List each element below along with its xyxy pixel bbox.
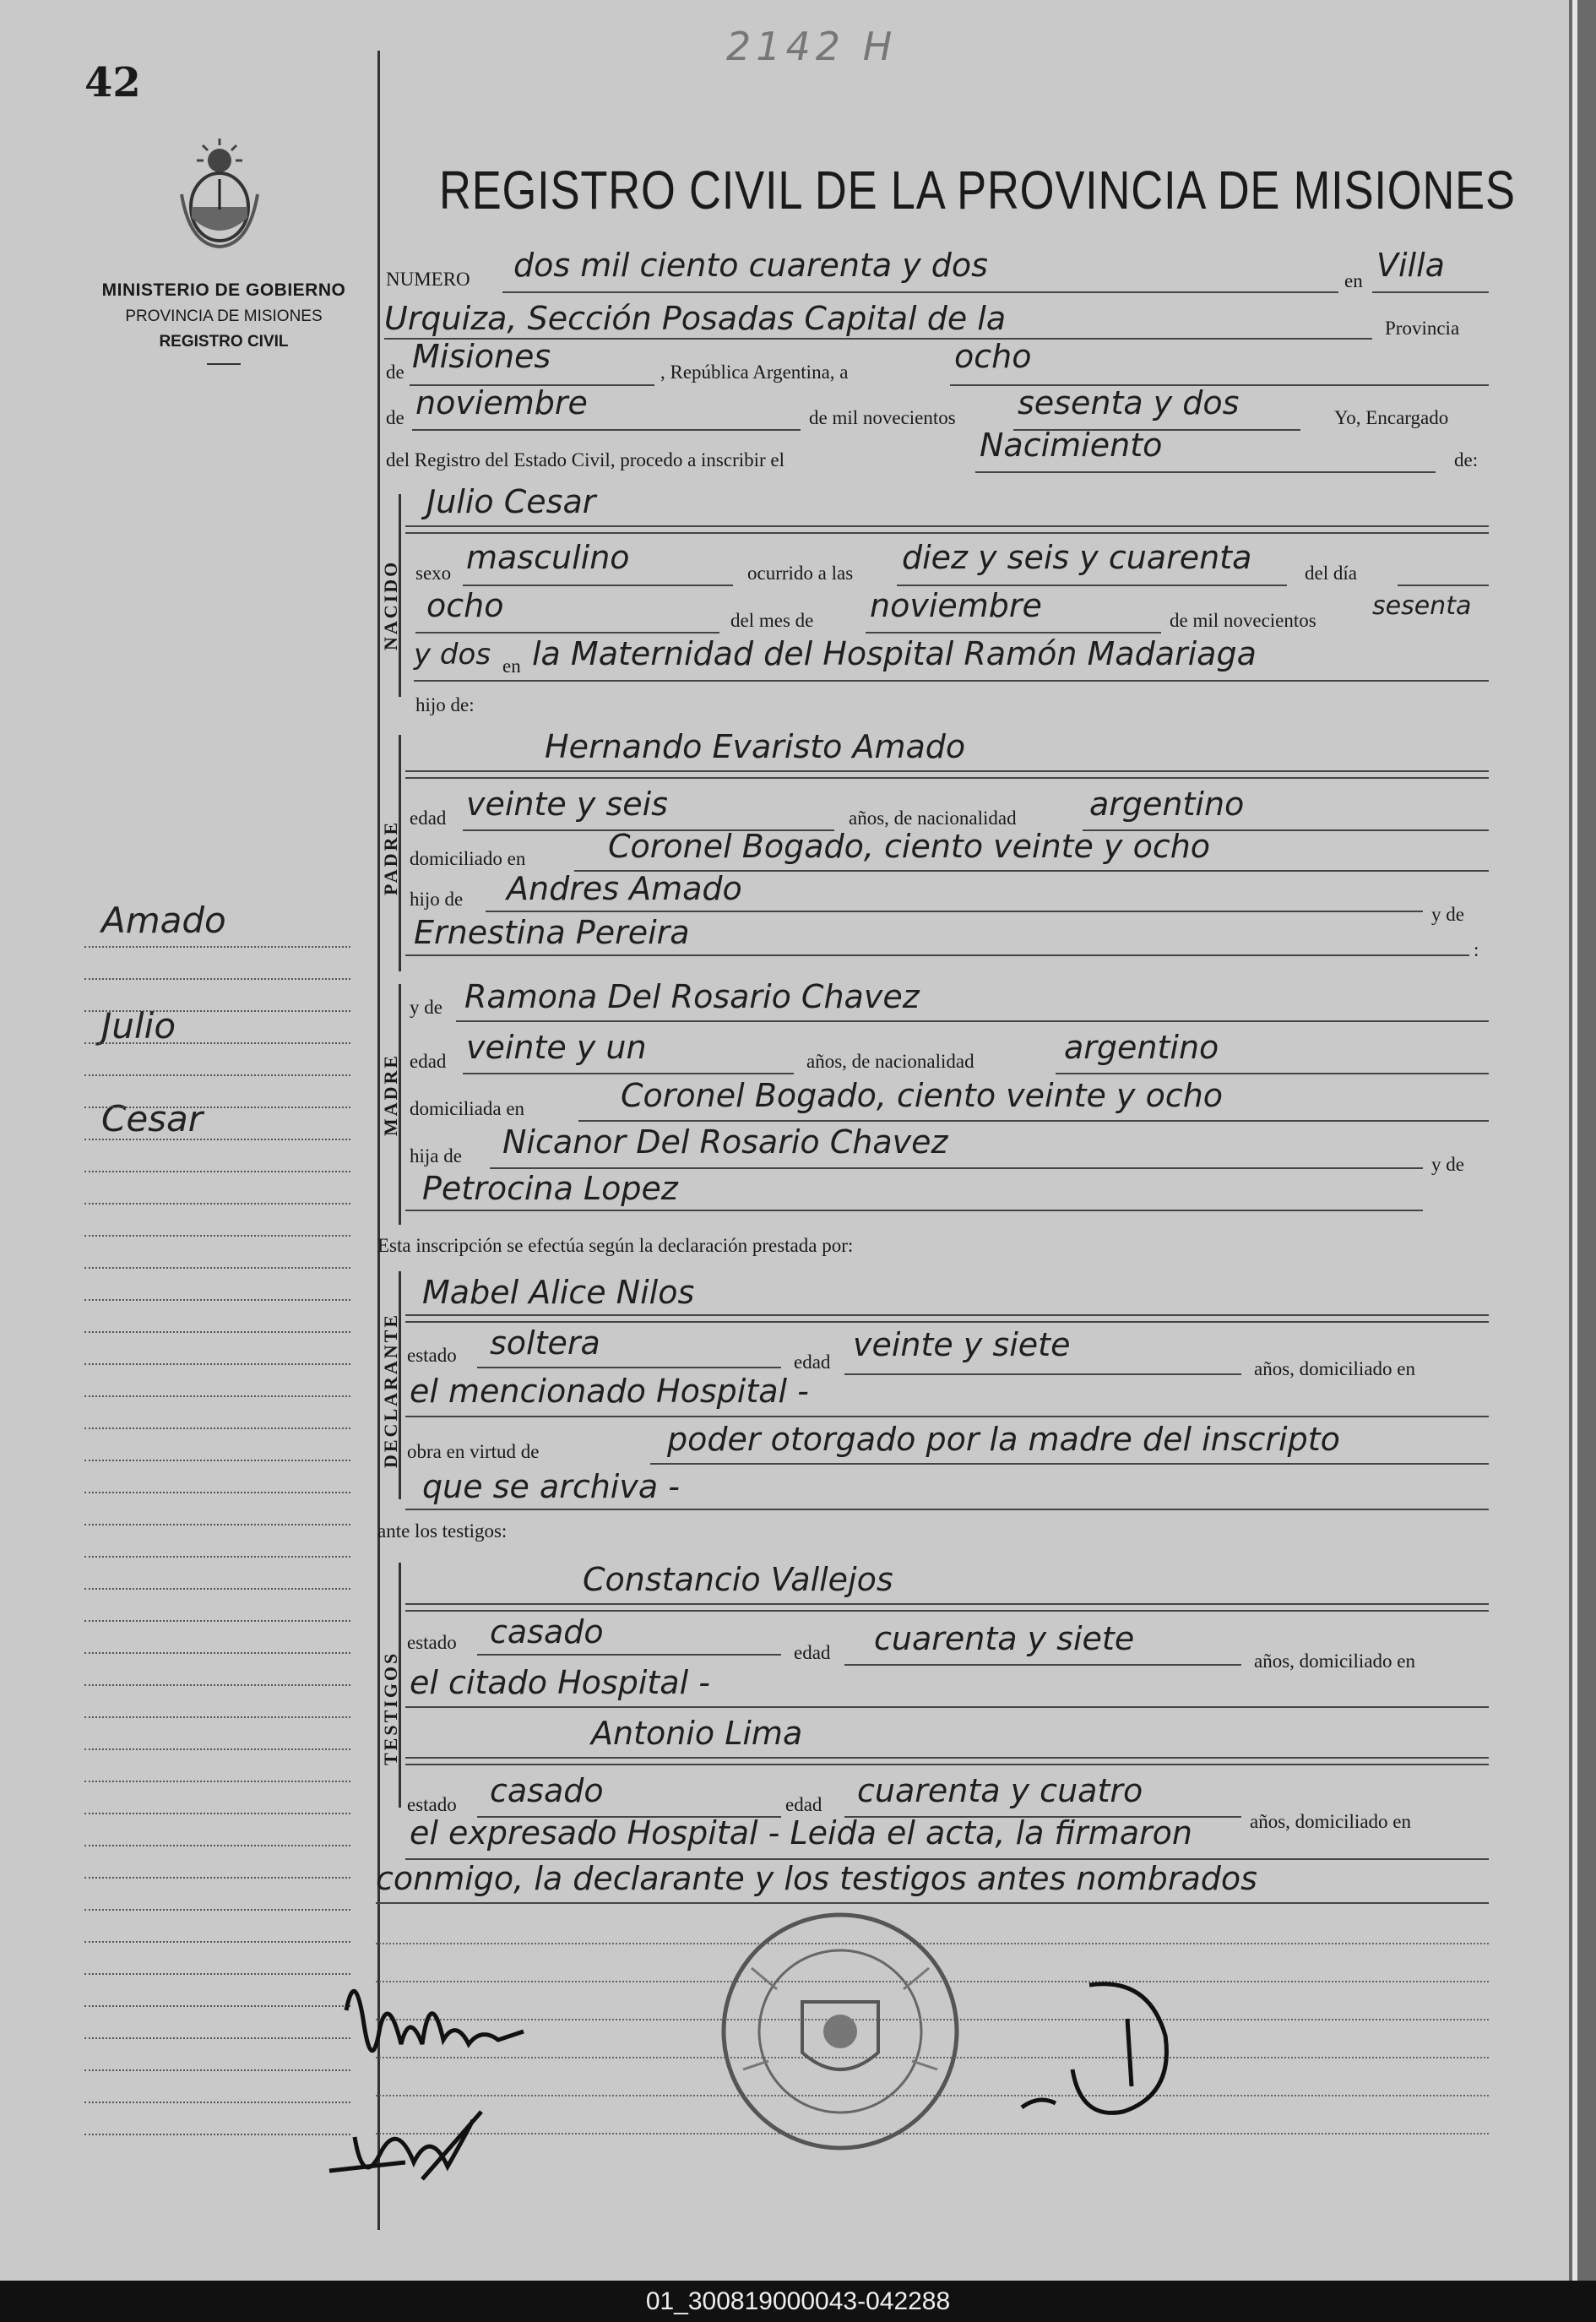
label-obra: obra en virtud de: [407, 1441, 540, 1462]
field-madre-nombre: Ramona Del Rosario Chavez: [464, 978, 920, 1015]
margin-dotted-line: [84, 1299, 350, 1301]
encargado-signature: [971, 1968, 1224, 2137]
field-hora: diez y seis y cuarenta: [902, 539, 1252, 576]
label-de: de: [386, 362, 404, 383]
field-mes-nac: noviembre: [870, 587, 1042, 624]
field-anio-nac-b: y dos: [414, 638, 491, 672]
margin-dotted-line: [84, 1074, 350, 1076]
line-hora: [897, 585, 1287, 586]
field-lugar: Urquiza, Sección Posadas Capital de la: [384, 300, 1007, 337]
line-testigo1-estado: [477, 1654, 781, 1656]
label-en: en: [1344, 270, 1363, 291]
page-edge-highlight: [1572, 0, 1577, 2281]
label-madre-edad: edad: [410, 1051, 447, 1072]
line-padre-y-de: [405, 954, 1469, 956]
line-madre-nombre: [456, 1020, 1489, 1022]
label-declarante-estado: estado: [407, 1345, 457, 1366]
label-madre-y-de: y de: [410, 997, 442, 1018]
label-padre-edad: edad: [410, 808, 447, 829]
margin-dotted-line: [84, 1139, 350, 1140]
field-declarante-dom: el mencionado Hospital -: [410, 1373, 809, 1410]
field-anio: sesenta y dos: [1018, 384, 1240, 421]
ministry-divider: [207, 363, 241, 365]
margin-dotted-line: [84, 1941, 350, 1943]
margin-dotted-line: [84, 946, 350, 948]
line-en: [1372, 291, 1489, 293]
margin-dotted-line: [84, 2102, 350, 2103]
field-madre-edad: veinte y un: [466, 1029, 647, 1066]
label-del-mes: del mes de: [730, 610, 814, 631]
line-nacido-nombre-2: [405, 532, 1489, 534]
label-padre-y-de: y de: [1431, 904, 1464, 925]
file-identifier: 01_300819000043-042288: [0, 2281, 1596, 2322]
margin-dotted-line: [84, 1395, 350, 1397]
label-del-dia: del día: [1305, 563, 1357, 584]
field-padre-nac: argentino: [1089, 786, 1245, 823]
line-testigo1-nombre-2: [405, 1610, 1489, 1612]
margin-dotted-line: [84, 1363, 350, 1365]
line-declarante-nombre: [405, 1314, 1489, 1316]
label-testigo1-edad: edad: [794, 1642, 831, 1663]
margin-dotted-line: [84, 1813, 350, 1814]
line-madre-hija-de: [490, 1167, 1423, 1169]
line-testigo2-nombre-2: [405, 1764, 1489, 1765]
margin-dotted-line: [84, 1524, 350, 1525]
line-obra-2: [405, 1509, 1489, 1510]
field-provincia: Misiones: [412, 338, 551, 375]
margin-dotted-line: [84, 2037, 350, 2039]
line-mes: [412, 429, 801, 431]
field-declarante-estado: soltera: [490, 1324, 600, 1362]
margin-dotted-line: [84, 1556, 350, 1558]
page-title: REGISTRO CIVIL DE LA PROVINCIA DE MISIONES: [439, 160, 1516, 220]
margin-dotted-line: [84, 1716, 350, 1718]
line-lugar-nac: [414, 680, 1489, 682]
line-testigo1-dom: [405, 1706, 1489, 1708]
field-testigo1-nombre: Constancio Vallejos: [583, 1561, 893, 1598]
section-testigos: TESTIGOS: [380, 1650, 401, 1765]
label-de-mil-nov: de mil novecientos: [1170, 610, 1316, 631]
label-madre-y-de2: y de: [1431, 1154, 1464, 1175]
field-testigo1-dom: el citado Hospital -: [410, 1664, 710, 1701]
label-padre-nac: años, de nacionalidad: [849, 808, 1017, 829]
margin-dotted-line: [84, 2134, 350, 2135]
label-numero: NUMERO: [386, 269, 470, 290]
ministry-line3: REGISTRO CIVIL: [159, 333, 289, 351]
field-anio-nac-a: sesenta: [1372, 591, 1472, 621]
label-de-colon: de:: [1454, 449, 1479, 470]
field-madre-nac: argentino: [1064, 1029, 1219, 1066]
margin-dotted-line: [84, 1010, 350, 1012]
field-sexo: masculino: [466, 539, 630, 576]
coat-of-arms-icon: [173, 135, 266, 249]
line-declarante-estado: [477, 1367, 781, 1368]
line-sexo: [463, 585, 733, 586]
field-dia-nac: ocho: [426, 587, 504, 624]
label-declarante-edad: edad: [794, 1351, 831, 1373]
line-cierre: [376, 1902, 1489, 1904]
line-madre-edad: [463, 1073, 794, 1074]
field-padre-hijo-de: Andres Amado: [507, 870, 742, 907]
field-obra-2: que se archiva -: [422, 1468, 680, 1505]
ministry-header: [80, 280, 367, 365]
top-handwritten-number: 2142 H: [726, 24, 898, 69]
field-padre-dom: Coronel Bogado, ciento veinte y ocho: [608, 828, 1211, 865]
line-dia-nac: [415, 632, 719, 634]
margin-dotted-line: [84, 1877, 350, 1879]
label-en-nac: en: [502, 655, 521, 677]
field-en: Villa: [1376, 247, 1445, 284]
label-de2: de: [386, 407, 404, 428]
margin-secondname: Cesar: [101, 1098, 204, 1139]
line-nacido-nombre: [405, 525, 1489, 527]
declarante-signature: [329, 1960, 549, 2086]
margin-dotted-line: [84, 1107, 350, 1108]
section-padre: PADRE: [380, 819, 401, 895]
line-acto: [975, 471, 1436, 473]
label-madre-hija-de: hija de: [410, 1145, 462, 1166]
field-acto: Nacimiento: [980, 427, 1163, 464]
label-del-registro: del Registro del Estado Civil, procedo a inscribir el: [386, 449, 785, 470]
line-madre-dom: [578, 1120, 1489, 1122]
margin-dotted-line: [84, 1203, 350, 1205]
ministry-line1: MINISTERIO DE GOBIERNO: [101, 280, 346, 300]
margin-dotted-line: [84, 1973, 350, 1975]
field-testigo2-edad: cuarenta y cuatro: [857, 1772, 1143, 1809]
label-republica: , República Argentina, a: [660, 362, 849, 383]
label-ocurrido: ocurrido a las: [747, 563, 854, 584]
label-sexo: sexo: [415, 563, 452, 584]
label-madre-nac: años, de nacionalidad: [806, 1051, 974, 1072]
section-declarante: DECLARANTE: [380, 1312, 401, 1468]
margin-dotted-line: [84, 1042, 350, 1044]
margin-dotted-line: [84, 1171, 350, 1172]
margin-dotted-line: [84, 2069, 350, 2071]
label-hijo-de: hijo de:: [415, 694, 475, 715]
margin-dotted-line: [84, 1492, 350, 1493]
field-madre-hija-de: Nicanor Del Rosario Chavez: [502, 1123, 948, 1161]
margin-dotted-line: [84, 1845, 350, 1846]
field-testigo2-nombre: Antonio Lima: [591, 1715, 803, 1752]
ministry-line2: PROVINCIA DE MISIONES: [125, 307, 323, 325]
field-dia: ocho: [954, 338, 1032, 375]
line-declarante-dom: [405, 1416, 1489, 1417]
field-padre-y-de: Ernestina Pereira: [414, 914, 690, 951]
line-mes-nac: [866, 632, 1161, 634]
label-provincia: Provincia: [1385, 318, 1460, 339]
margin-dotted-line: [84, 1331, 350, 1333]
line-testigo1-nombre: [405, 1603, 1489, 1605]
section-madre: MADRE: [380, 1052, 401, 1136]
line-del-dia: [1398, 585, 1489, 586]
line-madre-nac: [1056, 1073, 1489, 1074]
line-declarante-nombre-2: [405, 1321, 1489, 1323]
label-declarante-dom: años, domiciliado en: [1254, 1358, 1415, 1379]
label-testigo2-estado: estado: [407, 1794, 457, 1815]
field-numero: dos mil ciento cuarenta y dos: [513, 247, 988, 284]
label-madre-dom: domiciliada en: [410, 1098, 525, 1119]
margin-dotted-line: [84, 1267, 350, 1269]
label-yo-encargado: Yo, Encargado: [1334, 407, 1449, 428]
field-cierre: conmigo, la declarante y los testigos antes nombrados: [376, 1860, 1257, 1897]
margin-dotted-line: [84, 1235, 350, 1237]
line-padre-nombre: [405, 770, 1489, 772]
label-testigo2-edad: edad: [785, 1794, 822, 1815]
page-number: 42: [84, 59, 141, 106]
label-colon: :: [1474, 939, 1479, 960]
field-testigo2-dom: el expresado Hospital - Leida el acta, la firmaron: [410, 1814, 1192, 1852]
field-testigo2-estado: casado: [490, 1772, 604, 1809]
margin-dotted-line: [84, 1588, 350, 1590]
margin-dotted-line: [84, 978, 350, 980]
margin-dotted-line: [84, 1684, 350, 1686]
margin-firstname: Julio: [101, 1005, 176, 1047]
margin-dotted-line: [84, 1781, 350, 1782]
testigo-signature: [321, 2086, 540, 2196]
field-madre-y-de: Petrocina Lopez: [422, 1170, 678, 1207]
line-padre-hijo-de: [486, 911, 1423, 912]
margin-dotted-line: [84, 1460, 350, 1461]
line-numero: [502, 291, 1338, 293]
field-declarante-edad: veinte y siete: [853, 1326, 1071, 1363]
margin-dotted-line: [84, 1748, 350, 1750]
margin-dotted-line: [84, 1427, 350, 1429]
label-ante-testigos: ante los testigos:: [377, 1520, 508, 1542]
field-padre-nombre: Hernando Evaristo Amado: [545, 728, 966, 765]
margin-dotted-line: [84, 1620, 350, 1622]
line-padre-nombre-2: [405, 777, 1489, 779]
label-testigo1-estado: estado: [407, 1632, 457, 1653]
line-testigo1-edad: [844, 1664, 1241, 1666]
margin-dotted-line: [84, 1909, 350, 1911]
section-nacido: NACIDO: [380, 559, 401, 650]
registry-stamp-icon: [718, 1909, 963, 2154]
field-declarante-nombre: Mabel Alice Nilos: [422, 1274, 695, 1311]
field-testigo1-estado: casado: [490, 1613, 604, 1650]
line-testigo2-nombre: [405, 1757, 1489, 1759]
line-madre-y-de: [405, 1210, 1423, 1211]
label-de-mil: de mil novecientos: [809, 407, 956, 428]
label-testigo1-dom: años, domiciliado en: [1254, 1650, 1415, 1672]
field-lugar-nac: la Maternidad del Hospital Ramón Madariaga: [532, 635, 1257, 672]
margin-dotted-line: [84, 2005, 350, 2007]
label-padre-hijo-de: hijo de: [410, 889, 464, 910]
line-declarante-edad: [844, 1373, 1241, 1375]
field-madre-dom: Coronel Bogado, ciento veinte y ocho: [621, 1077, 1224, 1114]
label-esta-inscripcion: Esta inscripción se efectúa según la declaración prestada por:: [377, 1235, 854, 1256]
field-padre-edad: veinte y seis: [466, 786, 668, 823]
label-testigo2-dom: años, domiciliado en: [1250, 1811, 1411, 1832]
margin-dotted-line: [84, 1652, 350, 1654]
margin-surname: Amado: [101, 900, 226, 941]
field-testigo1-edad: cuarenta y siete: [874, 1620, 1135, 1657]
field-mes: noviembre: [415, 384, 588, 421]
line-obra-1: [650, 1463, 1489, 1465]
field-obra-1: poder otorgado por la madre del inscripto: [667, 1421, 1340, 1458]
label-padre-dom: domiciliado en: [410, 848, 526, 869]
field-nacido-nombre: Julio Cesar: [426, 483, 596, 520]
